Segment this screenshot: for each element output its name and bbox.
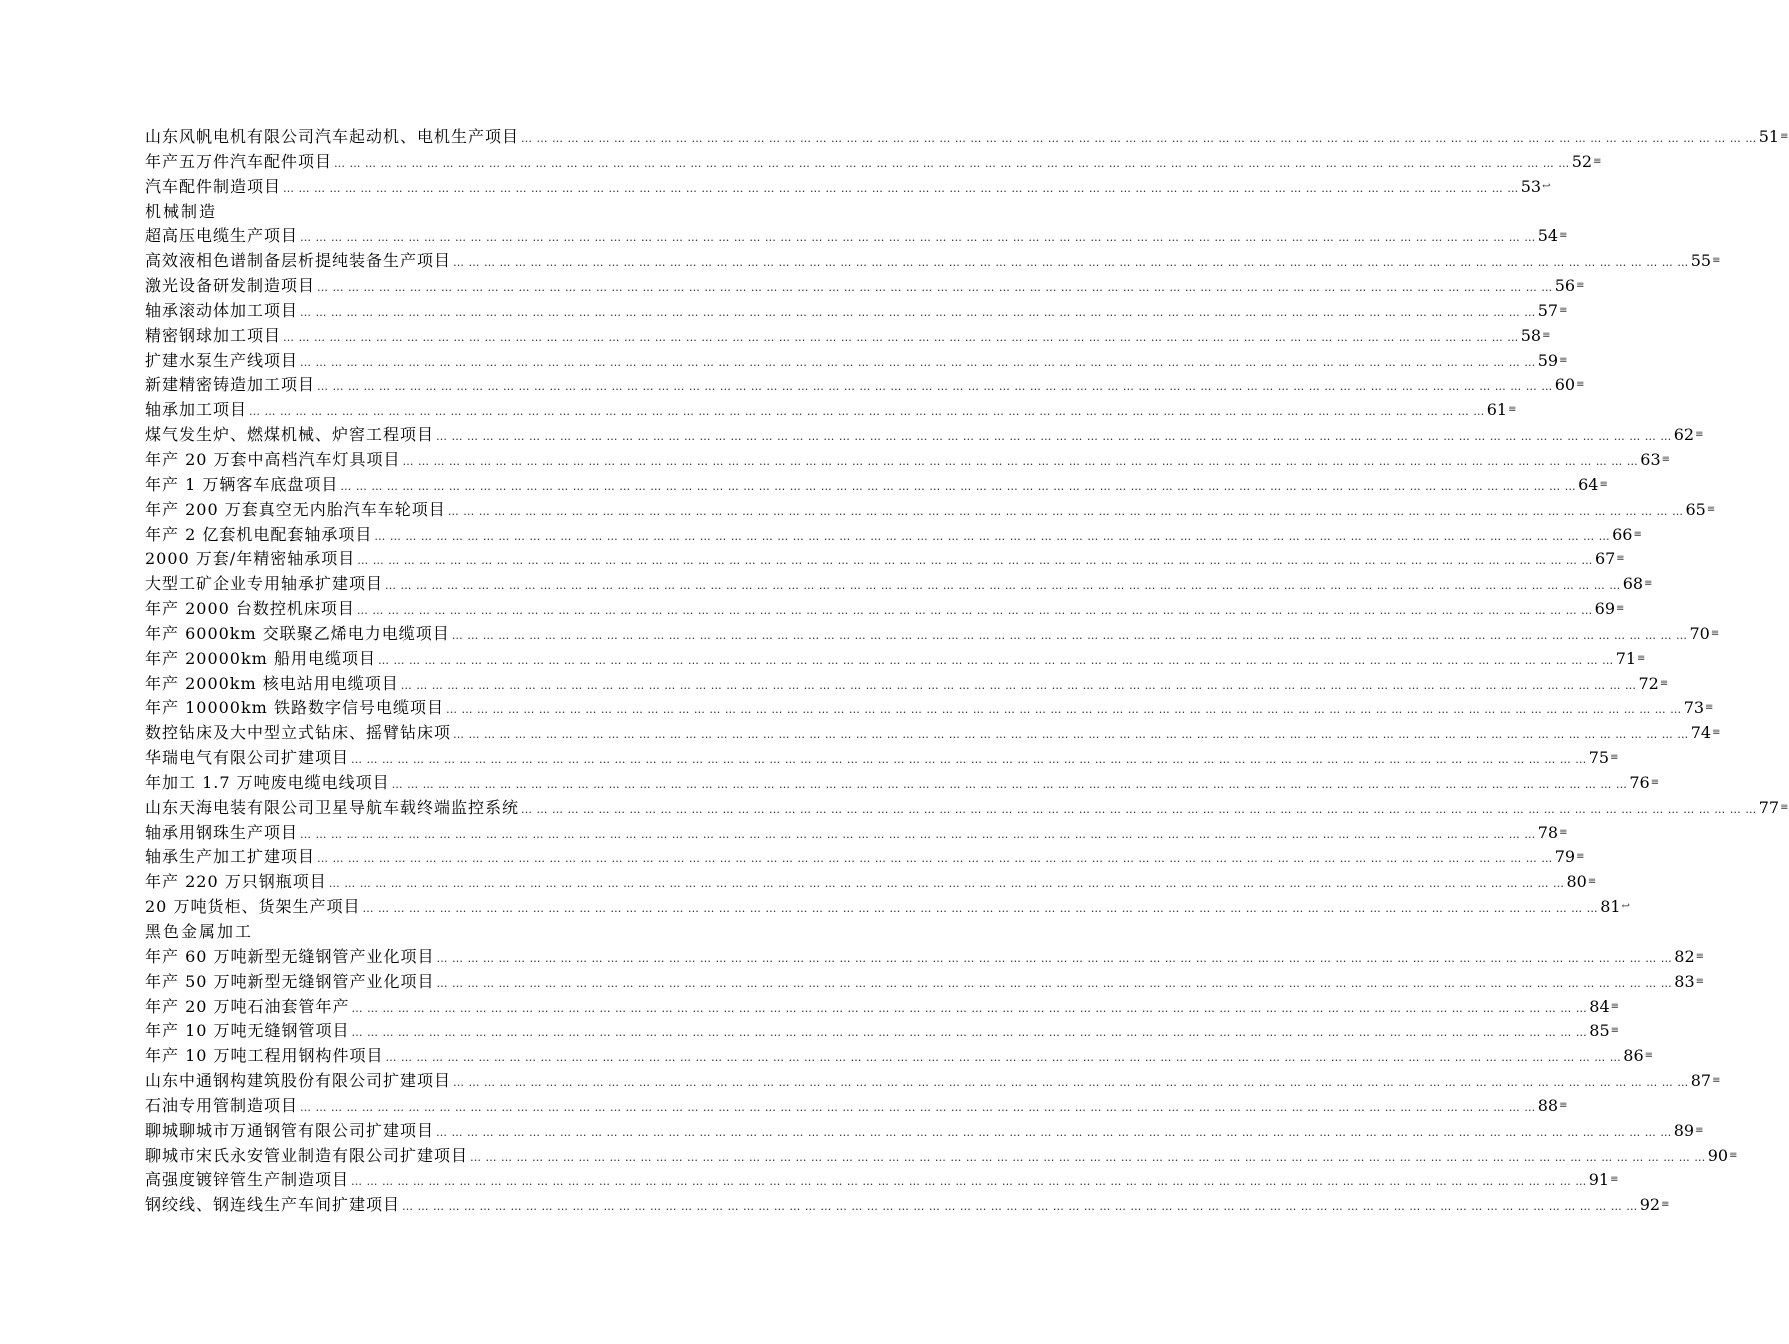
entry-title: 石油专用管制造项目 [145, 1095, 299, 1115]
page-number: 67 [1594, 549, 1616, 569]
toc-entry[interactable] [145, 995, 1620, 1020]
toc-entry[interactable] [145, 672, 1669, 697]
page-number: 52 [1571, 151, 1593, 171]
toc-entry[interactable] [145, 398, 1517, 423]
entry-title: 聊城市宋氏永安管业制造有限公司扩建项目 [145, 1145, 469, 1165]
entry-title: 高效液相色谱制备层析提纯装备生产项目 [145, 251, 452, 271]
toc-entry[interactable] [145, 945, 1705, 970]
page-number: 87 [1690, 1071, 1712, 1091]
toc-entry[interactable] [145, 523, 1642, 548]
entry-title: 大型工矿企业专用轴承扩建项目 [145, 574, 384, 594]
page-number: 77 [1758, 797, 1780, 817]
table-of-contents [145, 125, 1789, 1218]
toc-entry[interactable] [145, 895, 1630, 920]
entry-title: 钢绞线、钢连线生产车间扩建项目 [145, 1195, 401, 1215]
toc-entry[interactable] [145, 125, 1789, 150]
line-break-icon: ≡ [1576, 280, 1585, 292]
dot-leader: … … … … … … … … … … … … … … … … … … … … … … … … … … … … … … … … … … … … … … … … … … … … … … … … … … … … … … … … … … … … … … … … … … … … … … … … … … … … … … … … [374, 529, 1611, 543]
dot-leader: … … … … … … … … … … … … … … … … … … … … … … … … … … … … … … … … … … … … … … … … … … … … … … … … … … … … … … … … … … … … … … … … … … … … … … … … … … … … … … … … [436, 951, 1673, 965]
toc-entry[interactable] [145, 299, 1568, 324]
page-number: 69 [1594, 599, 1615, 619]
page-number: 80 [1566, 872, 1587, 892]
line-break-icon: ≡ [1695, 429, 1704, 441]
toc-entry[interactable] [145, 1193, 1670, 1218]
page-number: 86 [1623, 1046, 1644, 1066]
line-break-icon: ≡ [1542, 329, 1551, 341]
entry-title: 超高压电缆生产项目 [145, 226, 299, 246]
section-title: 机械制造 [145, 201, 218, 221]
entry-title: 年产 20 万套中高档汽车灯具项目 [145, 449, 401, 469]
page-number: 71 [1615, 648, 1637, 668]
entry-title: 年产 50 万吨新型无缝钢管产业化项目 [145, 971, 435, 991]
line-break-icon: ≡ [1593, 155, 1602, 167]
toc-entry[interactable] [145, 349, 1568, 374]
dot-leader: … … … … … … … … … … … … … … … … … … … … … … … … … … … … … … … … … … … … … … … … … … … … … … … … … … … … … … … … … … … … … … … … … … … … … … … … … … … … … … … … [402, 454, 1639, 468]
entry-title: 山东中通钢构建筑股份有限公司扩建项目 [145, 1071, 452, 1091]
line-break-icon: ≡ [1712, 255, 1721, 267]
toc-entry[interactable] [145, 970, 1705, 995]
toc-entry[interactable] [145, 448, 1671, 473]
toc-entry[interactable] [145, 373, 1585, 398]
dot-leader: … … … … … … … … … … … … … … … … … … … … … … … … … … … … … … … … … … … … … … … … … … … … … … … … … … … … … … … … … … … … … … … … … … … … … … … … … … … … … … … … [445, 703, 1682, 717]
page-number: 64 [1578, 474, 1599, 494]
line-break-icon: ≡ [1559, 304, 1568, 316]
dot-leader: … … … … … … … … … … … … … … … … … … … … … … … … … … … … … … … … … … … … … … … … … … … … … … … … … … … … … … … … … … … … … … … … … … … … … … … … … … … … … … … … [436, 430, 1672, 444]
page-number: 73 [1683, 698, 1705, 718]
page-number: 74 [1690, 723, 1712, 743]
dot-leader: … … … … … … … … … … … … … … … … … … … … … … … … … … … … … … … … … … … … … … … … … … … … … … … … … … … … … … … … … … … … … … … … … … … … … … … … … … … … … … … … [317, 852, 1553, 866]
line-break-icon: ≡ [1710, 627, 1720, 639]
dot-leader: … … … … … … … … … … … … … … … … … … … … … … … … … … … … … … … … … … … … … … … … … … … … … … … … … … … … … … … … … … … … … … … … … … … … … … … … … … … … … … … … [300, 231, 1536, 245]
dot-leader: … … … … … … … … … … … … … … … … … … … … … … … … … … … … … … … … … … … … … … … … … … … … … … … … … … … … … … … … … … … … … … … … … … … … … … … … … … … … … … … … [351, 1175, 1587, 1189]
section-title: 黑色金属加工 [145, 922, 254, 941]
line-break-icon: ≡ [1712, 727, 1721, 739]
toc-entry[interactable] [145, 1119, 1704, 1144]
page-number: 82 [1674, 946, 1695, 966]
dot-leader: … … … … … … … … … … … … … … … … … … … … … … … … … … … … … … … … … … … … … … … … … … … … … … … … … … … … … … … … … … … … … … … … … … … … … … … … … … … … … … … … [521, 802, 1757, 816]
entry-title: 汽车配件制造项目 [145, 176, 282, 196]
dot-leader: … … … … … … … … … … … … … … … … … … … … … … … … … … … … … … … … … … … … … … … … … … … … … … … … … … … … … … … … … … … … … … … … … … … … … … … … … … … … … … … … [340, 479, 1577, 493]
line-break-icon: ≡ [1661, 453, 1671, 465]
toc-entry[interactable] [145, 547, 1625, 572]
toc-entry[interactable] [145, 150, 1602, 175]
entry-title: 年加工 1.7 万吨废电缆电线项目 [145, 772, 390, 792]
entry-title: 数控钻床及大中型立式钻床、摇臂钻床项 [145, 723, 452, 743]
toc-entry[interactable] [145, 1044, 1654, 1069]
entry-title: 华瑞电气有限公司扩建项目 [145, 748, 350, 768]
page-number: 60 [1554, 375, 1576, 395]
dot-leader: … … … … … … … … … … … … … … … … … … … … … … … … … … … … … … … … … … … … … … … … … … … … … … … … … … … … … … … … … … … … … … … … … … … … … … … … … … … … … … … … [356, 604, 1593, 618]
dot-leader: … … … … … … … … … … … … … … … … … … … … … … … … … … … … … … … … … … … … … … … … … … … … … … … … … … … … … … … … … … … … … … … … … … … … … … … … … … … … … … … … [385, 1051, 1622, 1065]
line-break-icon: ≡ [1616, 603, 1625, 615]
page-number: 58 [1520, 325, 1542, 345]
entry-title: 年产 20 万吨石油套管年产 [145, 996, 350, 1016]
toc-entry[interactable] [145, 423, 1704, 448]
entry-title: 年产 20000km 船用电缆项目 [145, 648, 376, 668]
entry-title: 年产 1 万辆客车底盘项目 [145, 474, 339, 494]
entry-title: 激光设备研发制造项目 [145, 276, 316, 296]
dot-leader: … … … … … … … … … … … … … … … … … … … … … … … … … … … … … … … … … … … … … … … … … … … … … … … … … … … … … … … … … … … … … … … … … … … … … … … … … … … … … … … … [328, 877, 1565, 891]
dot-leader: … … … … … … … … … … … … … … … … … … … … … … … … … … … … … … … … … … … … … … … … … … … … … … … … … … … … … … … … … … … … … … … … … … … … … … … … … … … … … … … … [451, 628, 1688, 642]
page-number: 79 [1554, 847, 1576, 867]
line-break-icon: ≡ [1616, 553, 1625, 565]
line-break-icon: ≡ [1661, 1199, 1670, 1211]
entry-title: 轴承生产加工扩建项目 [145, 847, 316, 867]
toc-entry[interactable] [145, 821, 1568, 846]
dot-leader: … … … … … … … … … … … … … … … … … … … … … … … … … … … … … … … … … … … … … … … … … … … … … … … … … … … … … … … … … … … … … … … … … … … … … … … … … … … … … … … … [521, 132, 1757, 145]
toc-entry[interactable] [145, 870, 1597, 895]
entry-title: 年产 60 万吨新型无缝钢管产业化项目 [145, 946, 435, 966]
section-heading [145, 920, 805, 945]
toc-entry[interactable] [145, 572, 1653, 597]
entry-title: 山东天海电装有限公司卫星导航车载终端监控系统 [145, 797, 520, 817]
line-break-icon: ≡ [1780, 131, 1789, 142]
line-break-icon: ≡ [1729, 1149, 1738, 1161]
line-break-icon: ≡ [1610, 1025, 1620, 1037]
page-number: 59 [1537, 350, 1559, 370]
dot-leader: … … … … … … … … … … … … … … … … … … … … … … … … … … … … … … … … … … … … … … … … … … … … … … … … … … … … … … … … … … … … … … … … … … … … … … … … … … … … … … … … [377, 653, 1614, 667]
page-number: 75 [1588, 748, 1610, 768]
entry-title: 扩建水泵生产线项目 [145, 350, 299, 370]
toc-entry[interactable] [145, 249, 1721, 274]
page-number: 81 [1600, 897, 1621, 917]
toc-entry[interactable] [145, 622, 1720, 647]
line-break-icon: ≡ [1637, 652, 1646, 664]
dot-leader: … … … … … … … … … … … … … … … … … … … … … … … … … … … … … … … … … … … … … … … … … … … … … … … … … … … … … … … … … … … … … … … … … … … … … … … … … … … … … … … … [300, 355, 1536, 369]
dot-leader: … … … … … … … … … … … … … … … … … … … … … … … … … … … … … … … … … … … … … … … … … … … … … … … … … … … … … … … … … … … … … … … … … … … … … … … … … … … … … … … … [400, 678, 1637, 692]
dot-leader: … … … … … … … … … … … … … … … … … … … … … … … … … … … … … … … … … … … … … … … … … … … … … … … … … … … … … … … … … … … … … … … … … … … … … … … … … … … … … … … … [300, 827, 1536, 841]
toc-entry[interactable] [145, 721, 1721, 746]
page-number: 88 [1537, 1095, 1559, 1115]
dot-leader: … … … … … … … … … … … … … … … … … … … … … … … … … … … … … … … … … … … … … … … … … … … … … … … … … … … … … … … … … … … … … … … … … … … … … … … … … … … … … … … … [385, 579, 1621, 593]
dot-leader: … … … … … … … … … … … … … … … … … … … … … … … … … … … … … … … … … … … … … … … … … … … … … … … … … … … … … … … … … … … … … … … … … … … … … … … … … … … … … … … … [447, 504, 1684, 518]
toc-entry[interactable] [145, 1019, 1620, 1044]
line-break-icon: ≡ [1644, 578, 1653, 590]
page-number: 57 [1537, 300, 1559, 320]
dot-leader: … … … … … … … … … … … … … … … … … … … … … … … … … … … … … … … … … … … … … … … … … … … … … … … … … … … … … … … … … … … … … … … … … … … … … … … … … … … … … … … … [249, 405, 1485, 419]
line-break-icon: ≡ [1644, 1050, 1654, 1062]
page-number: 72 [1638, 673, 1659, 693]
page-number: 51 [1758, 127, 1780, 146]
toc-entry[interactable] [145, 647, 1646, 672]
dot-leader: … … … … … … … … … … … … … … … … … … … … … … … … … … … … … … … … … … … … … … … … … … … … … … … … … … … … … … … … … … … … … … … … … … … … … … … … … … … … … … … … [391, 777, 1628, 791]
entry-title: 年产 2 亿套机电配套轴承项目 [145, 524, 373, 544]
line-break-icon: ≡ [1508, 404, 1517, 416]
entry-title: 高强度镀锌管生产制造项目 [145, 1170, 350, 1190]
section-heading [145, 200, 805, 225]
line-break-icon: ≡ [1780, 801, 1789, 813]
entry-title: 聊城聊城市万通钢管有限公司扩建项目 [145, 1120, 435, 1140]
toc-entry[interactable] [145, 1069, 1721, 1094]
page-number: 66 [1612, 524, 1633, 544]
page-number: 68 [1622, 574, 1644, 594]
dot-leader: … … … … … … … … … … … … … … … … … … … … … … … … … … … … … … … … … … … … … … … … … … … … … … … … … … … … … … … … … … … … … … … … … … … … … … … … … … … … … … … … [436, 976, 1673, 990]
dot-leader: … … … … … … … … … … … … … … … … … … … … … … … … … … … … … … … … … … … … … … … … … … … … … … … … … … … … … … … … … … … … … … … … … … … … … … … … … … … … … … … … [351, 1026, 1588, 1040]
page-number: 91 [1588, 1170, 1610, 1190]
entry-title: 年产 2000 台数控机床项目 [145, 599, 355, 619]
page-number: 65 [1685, 499, 1706, 519]
entry-title: 2000 万套/年精密轴承项目 [145, 549, 356, 569]
line-break-icon: ≡ [1633, 528, 1642, 540]
line-break-icon: ≡ [1610, 752, 1619, 764]
dot-leader: … … … … … … … … … … … … … … … … … … … … … … … … … … … … … … … … … … … … … … … … … … … … … … … … … … … … … … … … … … … … … … … … … … … … … … … … … … … … … … … … [362, 902, 1599, 916]
entry-title: 年产 10000km 铁路数字信号电缆项目 [145, 698, 444, 718]
entry-title: 新建精密铸造加工项目 [145, 375, 316, 395]
dot-leader: … … … … … … … … … … … … … … … … … … … … … … … … … … … … … … … … … … … … … … … … … … … … … … … … … … … … … … … … … … … … … … … … … … … … … … … … … … … … … … … … [317, 380, 1553, 394]
page-number: 84 [1589, 996, 1610, 1016]
toc-entry[interactable] [145, 845, 1585, 870]
entry-title: 煤气发生炉、燃煤机械、炉窖工程项目 [145, 425, 435, 445]
toc-entry[interactable] [145, 746, 1619, 771]
page-number: 63 [1640, 449, 1661, 469]
line-break-icon: ≡ [1695, 950, 1705, 962]
line-break-icon: ≡ [1712, 1075, 1721, 1087]
page-number: 62 [1673, 425, 1695, 445]
paragraph-break-icon: ↩ [1542, 180, 1551, 192]
toc-entry[interactable] [145, 473, 1608, 498]
dot-leader: … … … … … … … … … … … … … … … … … … … … … … … … … … … … … … … … … … … … … … … … … … … … … … … … … … … … … … … … … … … … … … … … … … … … … … … … … … … … … … … … [351, 753, 1587, 767]
line-break-icon: ≡ [1559, 826, 1568, 838]
dot-leader: … … … … … … … … … … … … … … … … … … … … … … … … … … … … … … … … … … … … … … … … … … … … … … … … … … … … … … … … … … … … … … … … … … … … … … … … … … … … … … … … [300, 305, 1536, 319]
dot-leader: … … … … … … … … … … … … … … … … … … … … … … … … … … … … … … … … … … … … … … … … … … … … … … … … … … … … … … … … … … … … … … … … … … … … … … … … … … … … … … … … [470, 1150, 1706, 1164]
dot-leader: … … … … … … … … … … … … … … … … … … … … … … … … … … … … … … … … … … … … … … … … … … … … … … … … … … … … … … … … … … … … … … … … … … … … … … … … … … … … … … … … [436, 1125, 1672, 1139]
page-number: 76 [1629, 772, 1650, 792]
entry-title: 20 万吨货柜、货架生产项目 [145, 897, 361, 917]
dot-leader: … … … … … … … … … … … … … … … … … … … … … … … … … … … … … … … … … … … … … … … … … … … … … … … … … … … … … … … … … … … … … … … … … … … … … … … … … … … … … … … … [283, 330, 1519, 344]
dot-leader: … … … … … … … … … … … … … … … … … … … … … … … … … … … … … … … … … … … … … … … … … … … … … … … … … … … … … … … … … … … … … … … … … … … … … … … … … … … … … … … … [453, 1076, 1689, 1090]
toc-entry[interactable] [145, 1144, 1738, 1169]
entry-title: 山东风帆电机有限公司汽车起动机、电机生产项目 [145, 127, 520, 146]
entry-title: 轴承滚动体加工项目 [145, 300, 299, 320]
toc-entry[interactable] [145, 597, 1625, 622]
dot-leader: … … … … … … … … … … … … … … … … … … … … … … … … … … … … … … … … … … … … … … … … … … … … … … … … … … … … … … … … … … … … … … … … … … … … … … … … … … … … … … … … [453, 256, 1689, 270]
dot-leader: … … … … … … … … … … … … … … … … … … … … … … … … … … … … … … … … … … … … … … … … … … … … … … … … … … … … … … … … … … … … … … … … … … … … … … … … … … … … … … … … [334, 156, 1570, 170]
entry-title: 年产 10 万吨无缝钢管项目 [145, 1021, 350, 1041]
toc-entry[interactable] [145, 324, 1551, 349]
paragraph-break-icon: ↩ [1621, 901, 1630, 913]
entry-title: 年产五万件汽车配件项目 [145, 151, 333, 171]
page-number: 61 [1486, 400, 1508, 420]
page-number: 85 [1589, 1021, 1610, 1041]
toc-entry[interactable] [145, 498, 1716, 523]
toc-entry[interactable] [145, 696, 1714, 721]
toc-entry[interactable] [145, 1168, 1619, 1193]
page-number: 55 [1690, 251, 1712, 271]
line-break-icon: ≡ [1587, 876, 1597, 888]
dot-leader: … … … … … … … … … … … … … … … … … … … … … … … … … … … … … … … … … … … … … … … … … … … … … … … … … … … … … … … … … … … … … … … … … … … … … … … … … … … … … … … … [317, 281, 1553, 295]
line-break-icon: ≡ [1650, 776, 1660, 788]
page-number: 70 [1689, 623, 1710, 643]
line-break-icon: ≡ [1559, 354, 1568, 366]
line-break-icon: ≡ [1559, 230, 1568, 242]
dot-leader: … … … … … … … … … … … … … … … … … … … … … … … … … … … … … … … … … … … … … … … … … … … … … … … … … … … … … … … … … … … … … … … … … … … … … … … … … … … … … … … … [453, 728, 1689, 742]
dot-leader: … … … … … … … … … … … … … … … … … … … … … … … … … … … … … … … … … … … … … … … … … … … … … … … … … … … … … … … … … … … … … … … … … … … … … … … … … … … … … … … … [351, 1001, 1588, 1015]
toc-entry[interactable] [145, 274, 1585, 299]
dot-leader: … … … … … … … … … … … … … … … … … … … … … … … … … … … … … … … … … … … … … … … … … … … … … … … … … … … … … … … … … … … … … … … … … … … … … … … … … … … … … … … … [300, 1100, 1536, 1114]
line-break-icon: ≡ [1695, 1124, 1704, 1136]
dot-leader: … … … … … … … … … … … … … … … … … … … … … … … … … … … … … … … … … … … … … … … … … … … … … … … … … … … … … … … … … … … … … … … … … … … … … … … … … … … … … … … … [283, 181, 1519, 195]
entry-title: 年产 2000km 核电站用电缆项目 [145, 673, 399, 693]
line-break-icon: ≡ [1695, 975, 1705, 987]
dot-leader: … … … … … … … … … … … … … … … … … … … … … … … … … … … … … … … … … … … … … … … … … … … … … … … … … … … … … … … … … … … … … … … … … … … … … … … … … … … … … … … … [402, 1200, 1638, 1214]
toc-entry[interactable] [145, 796, 1789, 821]
entry-title: 轴承加工项目 [145, 400, 248, 420]
dot-leader: … … … … … … … … … … … … … … … … … … … … … … … … … … … … … … … … … … … … … … … … … … … … … … … … … … … … … … … … … … … … … … … … … … … … … … … … … … … … … … … … [357, 554, 1593, 568]
entry-title: 年产 220 万只钢瓶项目 [145, 872, 327, 892]
line-break-icon: ≡ [1576, 379, 1585, 391]
page-number: 56 [1554, 276, 1576, 296]
page-number: 54 [1537, 226, 1559, 246]
line-break-icon: ≡ [1706, 503, 1716, 515]
entry-title: 年产 200 万套真空无内胎汽车车轮项目 [145, 499, 446, 519]
line-break-icon: ≡ [1659, 677, 1669, 689]
page-number: 53 [1520, 176, 1542, 196]
page-number: 89 [1673, 1120, 1695, 1140]
line-break-icon: ≡ [1559, 1099, 1568, 1111]
toc-entry[interactable] [145, 175, 1551, 200]
entry-title: 轴承用钢珠生产项目 [145, 822, 299, 842]
entry-title: 精密钢球加工项目 [145, 325, 282, 345]
entry-title: 年产 10 万吨工程用钢构件项目 [145, 1046, 384, 1066]
page-number: 78 [1537, 822, 1559, 842]
page-number: 83 [1674, 971, 1695, 991]
line-break-icon: ≡ [1705, 702, 1714, 714]
page-number: 92 [1639, 1195, 1661, 1215]
page-number: 90 [1707, 1145, 1729, 1165]
toc-entry[interactable] [145, 1094, 1568, 1119]
line-break-icon: ≡ [1610, 1174, 1619, 1186]
toc-entry[interactable] [145, 771, 1660, 796]
entry-title: 年产 6000km 交联聚乙烯电力电缆项目 [145, 623, 450, 643]
line-break-icon: ≡ [1610, 1000, 1620, 1012]
line-break-icon: ≡ [1576, 851, 1585, 863]
line-break-icon: ≡ [1599, 478, 1608, 490]
toc-entry[interactable] [145, 224, 1568, 249]
